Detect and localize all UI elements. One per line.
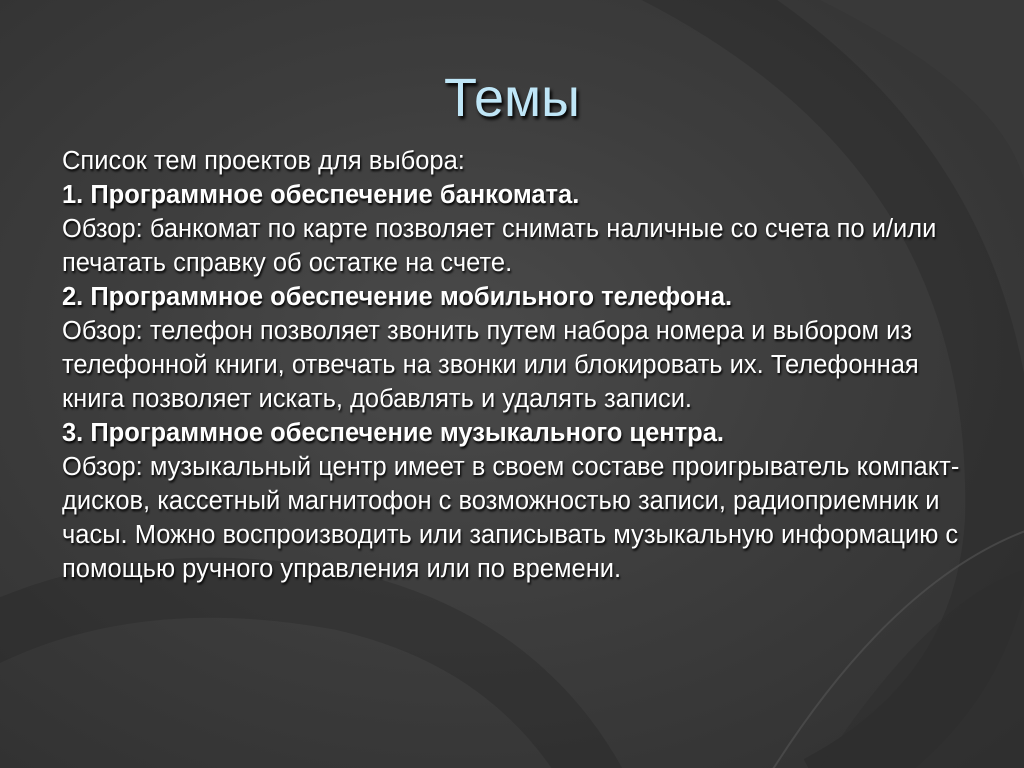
slide-title: Темы [444, 68, 580, 128]
intro-text: Список тем проектов для выбора: [62, 147, 465, 175]
topic-2-overview: Обзор: телефон позволяет звонить путем набора номера и выбором из телефонной книги, отвечать на звонки или блокировать их. Телефонная книга позволяет искать, добавлять и удалять записи. [62, 317, 919, 413]
topic-1-overview: Обзор: банкомат по карте позволяет снимать наличные со счета по и/или печатать справку об остатке на счете. [62, 215, 937, 277]
topic-2-heading: 2. Программное обеспечение мобильного телефона. [62, 283, 733, 311]
topic-3-overview: Обзор: музыкальный центр имеет в своем составе проигрыватель компакт-дисков, кассетный магнитофон с возможностью записи, радиоприемник и часы. Можно воспроизводить или записывать музыкальную информацию с помощью ручного управления или по времени. [62, 453, 960, 583]
topic-1-heading: 1. Программное обеспечение банкомата. [62, 181, 580, 209]
arc-bottom-left [0, 588, 600, 768]
slide-body [62, 144, 977, 586]
arc-bottom-right-fill [820, 570, 1024, 768]
topic-3-heading: 3. Программное обеспечение музыкального центра. [62, 419, 724, 447]
